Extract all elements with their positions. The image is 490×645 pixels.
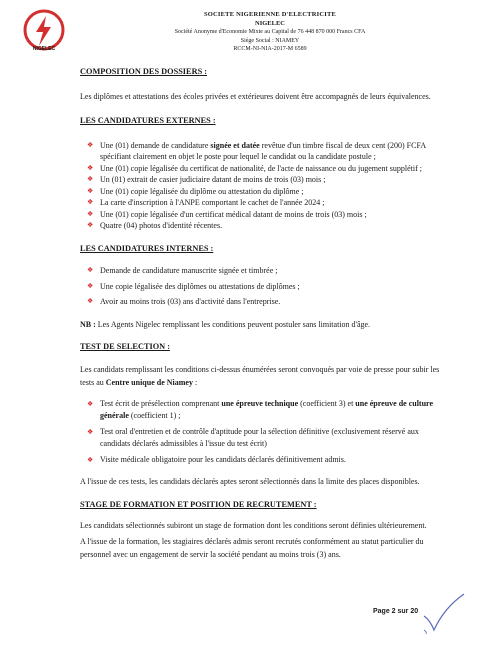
bullet-icon: ❖ bbox=[87, 221, 94, 229]
test-intro: Les candidats remplissant les conditions ci-dessus énumérées seront convoqués par voie de presse pour subir les tests au Centre unique de Niamey : bbox=[80, 364, 440, 387]
bullet-icon: ❖ bbox=[87, 266, 94, 274]
bullet-icon: ❖ bbox=[87, 455, 94, 464]
bullet-icon: ❖ bbox=[87, 399, 94, 408]
list-item: ❖ Demande de candidature manuscrite signée et timbrée ; bbox=[87, 266, 278, 275]
list-item: ❖ Test écrit de présélection comprenant une épreuve technique (coefficient 3) et une épreuve de culture générale (coefficient 1) ; bbox=[87, 398, 433, 420]
letterhead bbox=[120, 11, 420, 54]
bullet-icon: ❖ bbox=[87, 198, 94, 206]
list-item: ❖ Une (01) copie légalisée du diplôme ou attestation du diplôme ; bbox=[87, 186, 304, 196]
list-item: ❖ Quatre (04) photos d'identité récentes. bbox=[87, 221, 223, 230]
company-capital: Société Anonyme d'Economie Mixte au Capital de 76 448 870 000 Francs CFA bbox=[174, 29, 366, 36]
document-body bbox=[80, 66, 442, 561]
composition-text: Les diplômes et attestations des écoles privées et extérieures doivent être accompagnés de leurs équivalences. bbox=[80, 91, 431, 101]
list-item: ❖ Une (01) demande de candidature signée et datée revêtue d'un timbre fiscal de deux cent (200) FCFA spécifiant clairement en objet le poste pour lequel le candidat ou la candidate postule ; bbox=[87, 140, 426, 161]
bullet-icon: ❖ bbox=[87, 163, 94, 172]
page-number: Page 2 sur 20 bbox=[373, 608, 419, 615]
checkmark-icon bbox=[418, 590, 468, 635]
bullet-icon: ❖ bbox=[87, 186, 94, 195]
section-title-external: LES CANDIDATURES EXTERNES : bbox=[80, 116, 216, 125]
company-name: SOCIETE NIGERIENNE D'ELECTRICITE bbox=[203, 11, 337, 18]
bullet-icon: ❖ bbox=[87, 427, 94, 436]
section-title-internal: LES CANDIDATURES INTERNES : bbox=[80, 243, 214, 253]
internal-list bbox=[80, 265, 442, 308]
nb-note: NB : Les Agents Nigelec remplissant les conditions peuvent postuler sans limitation d'âge. bbox=[80, 319, 371, 329]
logo-caption: NIGELEC bbox=[32, 46, 56, 52]
company-seat: Siège Social : NIAMEY bbox=[240, 37, 300, 44]
company-rccm: RCCM-NI-NIA-2017-M 6589 bbox=[233, 46, 307, 53]
bullet-icon: ❖ bbox=[87, 175, 94, 183]
test-list bbox=[80, 398, 442, 467]
training-text-1: Les candidats sélectionnés subiront un stage de formation dont les conditions seront définies ultérieurement. bbox=[80, 521, 427, 530]
list-item: ❖ Visite médicale obligatoire pour les candidats déclarés définitivement admis. bbox=[80, 454, 442, 467]
list-item: ❖ Avoir au moins trois (03) ans d'activité dans l'entreprise. bbox=[87, 297, 281, 306]
list-item: ❖ Une copie légalisée des diplômes ou attestations de diplômes ; bbox=[87, 281, 300, 291]
list-item: ❖ Un (01) extrait de casier judiciaire datant de moins de trois (03) mois ; bbox=[87, 175, 326, 184]
bullet-icon: ❖ bbox=[87, 297, 94, 305]
bullet-icon: ❖ bbox=[87, 281, 94, 290]
bullet-icon: ❖ bbox=[87, 140, 94, 149]
bullet-icon: ❖ bbox=[87, 209, 94, 218]
list-item: ❖ La carte d'inscription à l'ANPE comportant le cachet de l'année 2024 ; bbox=[87, 198, 325, 207]
list-item: ❖ Une (01) copie légalisée d'un certificat médical datant de moins de trois (03) mois ; bbox=[87, 209, 367, 219]
list-item: ❖ Test oral d'entretien et de contrôle d'aptitude pour la sélection définitive (exclusivement réservé aux candidats déclarés admissibles à l'issue du test écrit) bbox=[87, 426, 419, 448]
section-title-composition: COMPOSITION DES DOSSIERS : bbox=[80, 67, 208, 76]
training-text-2: A l'issue de la formation, les stagiaires déclarés admis seront recrutés conformément au statut particulier du personnel avec un engagement de servir la société pendant au moins trois (3) ans. bbox=[80, 536, 424, 559]
external-list bbox=[80, 140, 442, 232]
test-conclusion: A l'issue de ces tests, les candidats déclarés aptes seront sélectionnés dans la limite des places disponibles. bbox=[80, 477, 420, 486]
list-item: ❖ Une (01) copie légalisée du certificat de nationalité, de l'acte de naissance ou du jugement supplétif ; bbox=[87, 163, 422, 173]
section-title-test: TEST DE SELECTION : bbox=[80, 342, 170, 351]
company-brand: NIGELEC bbox=[255, 19, 285, 27]
section-title-training: STAGE DE FORMATION ET POSITION DE RECRUTEMENT : bbox=[80, 499, 317, 509]
